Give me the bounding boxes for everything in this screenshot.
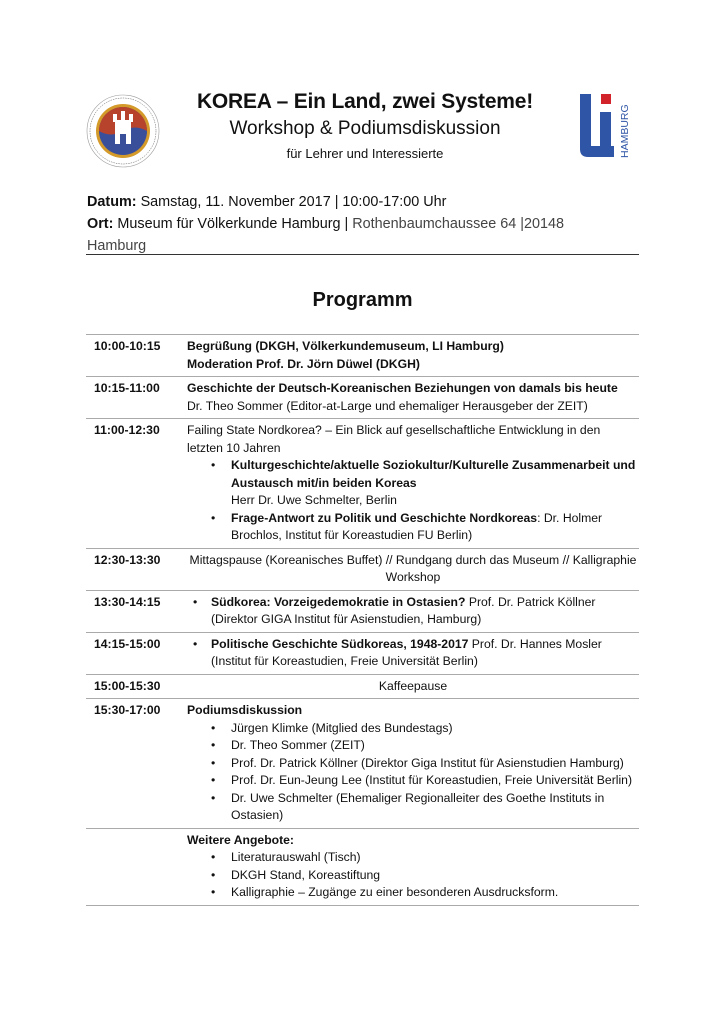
program-title: Programm (312, 289, 413, 311)
bullet-icon: • (211, 510, 216, 525)
table-row (86, 376, 639, 418)
list-item (187, 867, 639, 885)
time-slot: 15:30-17:00 (94, 703, 161, 717)
list-item (187, 755, 639, 773)
topic: Frage-Antwort zu Politik und Geschichte Nordkoreas (231, 510, 538, 525)
event-subtitle: Workshop & Podiumsdiskussion (229, 118, 501, 139)
place-address: Rothenbaumchaussee 64 |20148 (352, 216, 565, 232)
table-row (86, 334, 639, 376)
place-label: Ort: (87, 216, 114, 232)
event-info (87, 191, 639, 257)
bullet-icon: • (211, 738, 216, 752)
offer: Literaturauswahl (Tisch) (231, 850, 361, 864)
panelist: Dr. Theo Sommer (ZEIT) (231, 738, 365, 752)
bullet-icon: • (211, 720, 216, 735)
time-slot: 13:30-14:15 (94, 594, 161, 609)
table-row (86, 828, 639, 906)
time-slot: 10:00-10:15 (94, 339, 161, 353)
table-row (86, 698, 639, 828)
bullet-icon: • (211, 867, 216, 882)
panelist: Prof. Dr. Eun-Jeung Lee (Institut für Koreastudien, Freie Universität Berlin) (231, 773, 633, 787)
divider (86, 254, 639, 255)
panelist: Prof. Dr. Patrick Köllner (Direktor Giga Institut für Asienstudien Hamburg) (231, 755, 624, 770)
section-heading: Weitere Angebote: (187, 832, 294, 847)
time-slot: 11:00-12:30 (94, 423, 160, 437)
list-item (187, 720, 639, 738)
table-row (86, 548, 639, 590)
bullet-icon: • (211, 458, 216, 472)
time-slot: 12:30-13:30 (94, 552, 161, 567)
speaker: Prof. Dr. Patrick Köllner (Direktor GIGA Institut für Asienstudien, Hamburg) (211, 594, 596, 626)
table-row (86, 590, 639, 632)
bullet-icon: • (193, 594, 198, 609)
list-item (187, 636, 639, 671)
list-item (187, 790, 639, 825)
bullet-icon: • (211, 790, 216, 805)
place-line (87, 213, 639, 235)
bullet-icon: • (211, 755, 216, 770)
time-slot: 10:15-11:00 (94, 381, 160, 395)
list-item (187, 594, 639, 629)
speaker: : Dr. Holmer Brochlos, Institut für Koreastudien FU Berlin) (231, 510, 603, 542)
session-title: Geschichte der Deutsch-Koreanischen Beziehungen von damals bis heute (187, 381, 618, 395)
list-item (187, 884, 639, 902)
dkgh-logo (86, 94, 160, 168)
offer: Kalligraphie – Zugänge zu einer besonderen Ausdrucksform. (231, 885, 559, 899)
panelist: Jürgen Klimke (Mitglied des Bundestags) (231, 720, 453, 735)
date-line (87, 191, 639, 213)
li-hamburg-logo (578, 90, 632, 160)
bullet-icon: • (211, 773, 216, 787)
bullet-icon: • (193, 636, 198, 651)
table-row (86, 632, 639, 674)
place-city: Hamburg (87, 238, 147, 254)
break-text: Mittagspause (Koreanisches Buffet) // Rundgang durch das Museum // Kalligraphie Workshop (189, 552, 637, 584)
speaker: Herr Dr. Uwe Schmelter, Berlin (231, 493, 397, 507)
list-item (187, 849, 639, 867)
place-value: Museum für Völkerkunde Hamburg | (117, 216, 349, 232)
speaker: Dr. Theo Sommer (Editor-at-Large und ehemaliger Herausgeber der ZEIT) (187, 398, 588, 413)
offer: DKGH Stand, Koreastiftung (231, 867, 381, 882)
panelist: Dr. Uwe Schmelter (Ehemaliger Regionalleiter des Goethe Instituts in Ostasien) (231, 790, 605, 822)
event-title: KOREA – Ein Land, zwei Systeme! (196, 90, 534, 113)
header (160, 88, 570, 164)
session-intro: Failing State Nordkorea? – Ein Blick auf gesellschaftliche Entwicklung in den letzten 10 Jahren (187, 423, 601, 455)
session-title: Podiumsdiskussion (187, 703, 303, 717)
list-item (187, 510, 639, 545)
session-title: Begrüßung (DKGH, Völkerkundemuseum, LI Hamburg) (187, 339, 504, 353)
topic: Kulturgeschichte/aktuelle Soziokultur/Kulturelle Zusammenarbeit und Austausch mit/in beiden Koreas (231, 458, 636, 490)
time-slot: 14:15-15:00 (94, 636, 161, 651)
list-item (187, 772, 639, 790)
moderation: Moderation Prof. Dr. Jörn Düwel (DKGH) (187, 356, 420, 371)
table-row (86, 418, 639, 548)
break-text: Kaffeepause (378, 678, 448, 693)
list-item (187, 737, 639, 755)
list-item (187, 457, 639, 510)
event-tagline: für Lehrer und Interessierte (286, 146, 444, 161)
topic: Südkorea: Vorzeigedemokratie in Ostasien? (211, 594, 466, 609)
date-value: Samstag, 11. November 2017 | 10:00-17:00 Uhr (140, 194, 447, 210)
time-slot: 15:00-15:30 (94, 678, 161, 693)
table-row (86, 674, 639, 699)
date-label: Datum: (87, 194, 137, 210)
svg-text:HAMBURG: HAMBURG (619, 104, 631, 158)
program-table (86, 334, 639, 906)
bullet-icon: • (211, 850, 216, 864)
topic: Politische Geschichte Südkoreas, 1948-2017 (211, 636, 469, 651)
speaker: Prof. Dr. Hannes Mosler (Institut für Koreastudien, Freie Universität Berlin) (211, 636, 602, 668)
bullet-icon: • (211, 885, 216, 899)
